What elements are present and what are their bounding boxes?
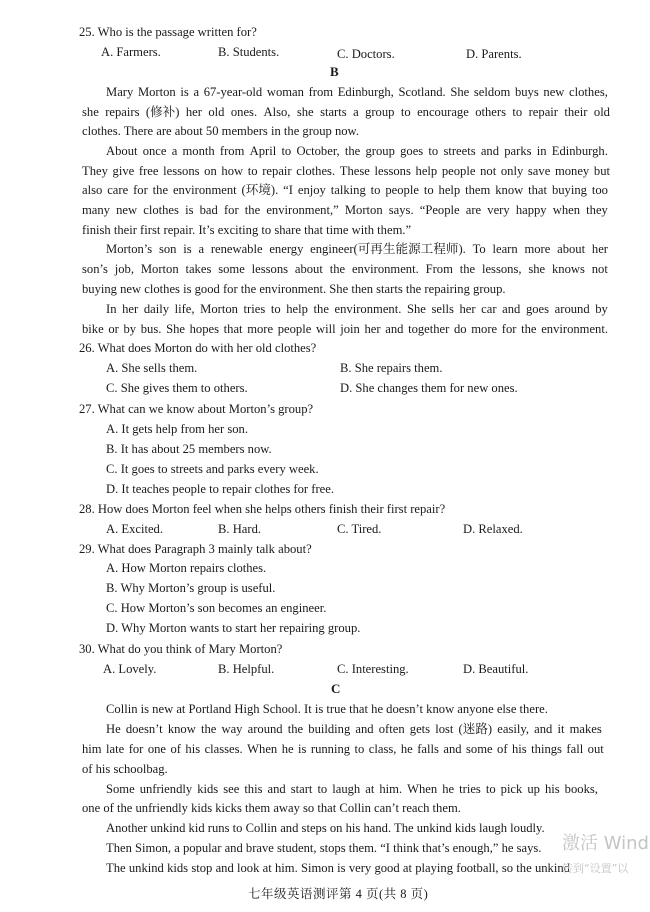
question-27-option-b: B. It has about 25 members now. bbox=[106, 442, 272, 456]
passage-b-line: About once a month from April to October, the group goes to streets and parks in Edinburgh. bbox=[106, 144, 608, 158]
question-29-option-b: B. Why Morton’s group is useful. bbox=[106, 581, 276, 595]
question-28-option-c: C. Tired. bbox=[337, 522, 382, 536]
passage-c-line: Some unfriendly kids see this and start to laugh at him. When he tries to pick up his books, bbox=[106, 782, 598, 796]
passage-c-line: Collin is new at Portland High School. It is true that he doesn’t know anyone else there. bbox=[106, 702, 548, 716]
activation-watermark-subtitle: 转到“设置”以 bbox=[562, 862, 629, 875]
question-26-stem: 26. What does Morton do with her old clothes? bbox=[79, 341, 317, 355]
passage-b-line: finish their first repair. It’s exciting to share that time with them.” bbox=[82, 223, 412, 237]
question-27-option-c: C. It goes to streets and parks every week. bbox=[106, 462, 319, 476]
question-27-stem: 27. What can we know about Morton’s group? bbox=[79, 402, 314, 416]
passage-b-line: They give free lessons on how to repair clothes. These lessons help people not only save money but bbox=[82, 164, 610, 178]
question-27-option-a: A. It gets help from her son. bbox=[106, 422, 248, 436]
question-30-option-b: B. Helpful. bbox=[218, 662, 275, 676]
passage-c-line: Then Simon, a popular and brave student, stops them. “I think that’s enough,” he says. bbox=[106, 841, 542, 855]
passage-b-line: bike or by bus. She hopes that more people will join her and together do more for the environment. bbox=[82, 322, 608, 336]
question-29-option-c: C. How Morton’s son becomes an engineer. bbox=[106, 601, 327, 615]
passage-b-line: clothes. There are about 50 members in the group now. bbox=[82, 124, 359, 138]
passage-c-line: him late for one of his classes. When he is running to class, he falls and some of his things fall out bbox=[82, 742, 604, 756]
question-26-option-d: D. She changes them for new ones. bbox=[340, 381, 518, 395]
passage-c-line: of his schoolbag. bbox=[82, 762, 168, 776]
question-30-option-c: C. Interesting. bbox=[337, 662, 409, 676]
page-footer: 七年级英语测评第 4 页(共 8 页) bbox=[248, 887, 429, 901]
question-25-option-c: C. Doctors. bbox=[337, 47, 395, 61]
question-25-option-a: A. Farmers. bbox=[101, 45, 161, 59]
question-29-option-d: D. Why Morton wants to start her repairing group. bbox=[106, 621, 361, 635]
passage-b-line: In her daily life, Morton tries to help the environment. She sells her car and goes around by bbox=[106, 302, 608, 316]
passage-b-line: she repairs (修补) her old ones. Also, she starts a group to encourage others to repair their old bbox=[82, 105, 610, 119]
passage-b-line: also care for the environment (环境). “I enjoy talking to people to help them know that buying too bbox=[82, 183, 608, 197]
question-26-option-b: B. She repairs them. bbox=[340, 361, 443, 375]
section-b-heading: B bbox=[330, 64, 339, 79]
question-28-option-d: D. Relaxed. bbox=[463, 522, 523, 536]
question-27-option-d: D. It teaches people to repair clothes for free. bbox=[106, 482, 334, 496]
question-30-option-a: A. Lovely. bbox=[103, 662, 157, 676]
question-25-stem: 25. Who is the passage written for? bbox=[79, 25, 257, 39]
question-28-option-b: B. Hard. bbox=[218, 522, 262, 536]
activation-watermark-title: 激活 Wind bbox=[562, 833, 649, 854]
question-25-option-b: B. Students. bbox=[218, 45, 280, 59]
passage-b-line: many new clothes is bad for the environment,” Morton says. “People are very happy when they bbox=[82, 203, 608, 217]
question-30-option-d: D. Beautiful. bbox=[463, 662, 529, 676]
question-30-stem: 30. What do you think of Mary Morton? bbox=[79, 642, 283, 656]
passage-c-line: The unkind kids stop and look at him. Simon is very good at playing football, so the unkind bbox=[106, 861, 570, 875]
question-29-option-a: A. How Morton repairs clothes. bbox=[106, 561, 267, 575]
passage-b-line: buying new clothes is good for the environment. She then starts the repairing group. bbox=[82, 282, 506, 296]
passage-c-line: one of the unfriendly kids kicks them away so that Collin can’t reach them. bbox=[82, 801, 461, 815]
passage-c-line: Another unkind kid runs to Collin and steps on his hand. The unkind kids laugh loudly. bbox=[106, 821, 545, 835]
passage-b-line: Mary Morton is a 67-year-old woman from Edinburgh, Scotland. She seldom buys new clothes, bbox=[106, 85, 608, 99]
question-28-stem: 28. How does Morton feel when she helps others finish their first repair? bbox=[79, 502, 446, 516]
passage-c-line: He doesn’t know the way around the building and often gets lost (迷路) easily, and it makes bbox=[106, 722, 602, 736]
question-25-option-d: D. Parents. bbox=[466, 47, 522, 61]
passage-b-line: son’s job, Morton takes some lessons about the environment. From the lessons, she knows not bbox=[82, 262, 608, 276]
question-26-option-c: C. She gives them to others. bbox=[106, 381, 248, 395]
section-c-heading: C bbox=[331, 681, 341, 696]
question-26-option-a: A. She sells them. bbox=[106, 361, 198, 375]
passage-b-line: Morton’s son is a renewable energy engineer(可再生能源工程师). To learn more about her bbox=[106, 242, 608, 256]
question-28-option-a: A. Excited. bbox=[106, 522, 164, 536]
question-29-stem: 29. What does Paragraph 3 mainly talk about? bbox=[79, 542, 312, 556]
